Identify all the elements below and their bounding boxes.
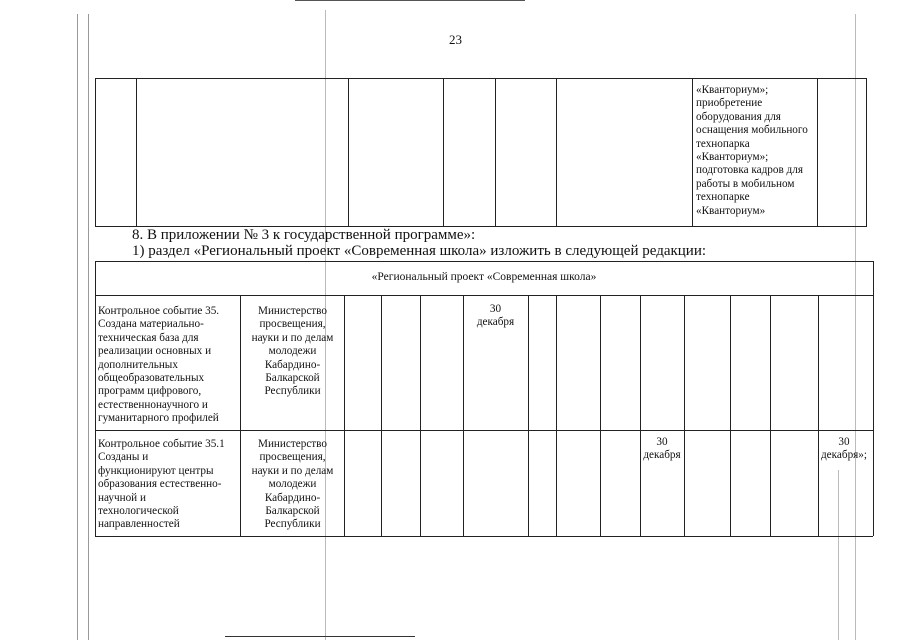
top-table-col — [348, 78, 349, 226]
responsible-ministry — [241, 438, 344, 532]
top-table-col — [495, 78, 496, 226]
cell-line: Кабардино- — [264, 358, 321, 371]
top-table-col — [556, 78, 557, 226]
paragraph-item-1: 1) раздел «Региональный проект «Современная школа» изложить в следующей редакции: — [132, 243, 707, 259]
date-month: декабря — [476, 316, 515, 329]
cell-line: технопарке — [696, 191, 750, 204]
top-table-col — [866, 78, 867, 226]
cell-line: приобретение — [696, 97, 763, 110]
control-event-35 — [98, 305, 243, 426]
cell-line: молодежи — [268, 345, 317, 358]
date-day: 30 — [489, 303, 502, 315]
cell-line: естественнонаучного и — [98, 398, 208, 411]
cell-line: технологической — [98, 505, 179, 518]
bottom-table-col — [95, 261, 96, 536]
cell-line: науки и по делам — [251, 331, 334, 344]
bottom-table-col — [684, 295, 685, 536]
cell-line: просвещения, — [259, 318, 326, 331]
cell-line: Республики — [264, 518, 321, 531]
bottom-table-col — [344, 295, 345, 536]
cell-line: Кабардино- — [264, 491, 321, 504]
page-number: 23 — [449, 32, 462, 47]
cell-line: технопарка — [696, 137, 750, 150]
cell-line: просвещения, — [259, 451, 326, 464]
cell-line: реализации основных и — [98, 345, 212, 358]
cell-line: направленностей — [98, 518, 180, 531]
bottom-table-col — [640, 295, 641, 536]
top-table-border-top — [95, 78, 867, 79]
top-table-col — [692, 78, 693, 226]
cell-line: Созданы и — [98, 451, 149, 464]
cell-line: Балкарской — [265, 372, 320, 385]
deadline-date — [816, 436, 872, 463]
bottom-table-col — [420, 295, 421, 536]
date-month: декабря»; — [820, 449, 868, 462]
top-table-activity-cell — [696, 84, 818, 218]
bottom-table-border-bottom — [95, 536, 873, 537]
top-table-col — [95, 78, 96, 226]
cell-line: подготовка кадров для — [696, 164, 803, 177]
scan-margin-line — [88, 14, 89, 640]
scan-margin-line — [855, 14, 856, 640]
date-day: 30 — [838, 436, 850, 448]
cell-line: программ цифрового, — [98, 385, 202, 398]
cell-line: «Кванториум»; — [696, 151, 769, 164]
top-table-col — [136, 78, 137, 226]
deadline-date — [463, 303, 528, 330]
cell-line: Контрольное событие 35. — [98, 305, 220, 317]
cell-line: Создана материально- — [98, 318, 204, 331]
cell-line: науки и по делам — [251, 464, 334, 477]
date-month: декабря — [643, 449, 681, 462]
cell-line: «Кванториум»; — [696, 84, 769, 96]
bottom-table-col — [600, 295, 601, 536]
cell-line: Контрольное событие 35.1 — [98, 438, 225, 450]
bottom-table-col — [528, 295, 529, 536]
section-title: «Региональный проект «Современная школа» — [371, 271, 597, 283]
cell-line: техническая база для — [98, 331, 199, 344]
responsible-ministry — [241, 305, 344, 399]
bottom-table-col — [770, 295, 771, 536]
cell-line: дополнительных — [98, 358, 178, 371]
cell-line: образования естественно- — [98, 478, 222, 491]
control-event-35-1 — [98, 438, 243, 532]
bottom-table-border-top — [95, 261, 873, 262]
bottom-table-col — [381, 295, 382, 536]
cell-line: работы в мобильном — [696, 177, 795, 190]
bottom-table-col — [818, 295, 819, 536]
deadline-date — [640, 436, 684, 463]
bottom-table-col — [730, 295, 731, 536]
paragraph-item-8: 8. В приложении № 3 к государственной программе»: — [132, 227, 476, 243]
cell-line: Республики — [264, 385, 321, 398]
bottom-table-row-sep — [95, 430, 873, 431]
cell-line: оборудования для — [696, 110, 781, 123]
bottom-table-col — [463, 295, 464, 536]
cell-line: Министерство — [258, 305, 327, 317]
date-day: 30 — [656, 436, 668, 448]
scan-margin-line — [77, 14, 78, 640]
bottom-table-row-sep — [95, 295, 873, 296]
cell-line: функционируют центры — [98, 464, 214, 477]
top-table-col — [443, 78, 444, 226]
cell-line: «Кванториум» — [696, 204, 766, 217]
cell-line: научной и — [98, 491, 146, 504]
scan-bottom-line — [225, 636, 415, 637]
bottom-table-col — [873, 261, 874, 536]
scan-top-line — [295, 0, 525, 1]
cell-line: Балкарской — [265, 505, 320, 518]
cell-line: молодежи — [268, 478, 317, 491]
scan-margin-line — [838, 470, 839, 640]
cell-line: Министерство — [258, 438, 327, 450]
cell-line: гуманитарного профилей — [98, 412, 219, 425]
bottom-table-col — [556, 295, 557, 536]
cell-line: общеобразовательных — [98, 372, 205, 385]
cell-line: оснащения мобильного — [696, 124, 808, 137]
